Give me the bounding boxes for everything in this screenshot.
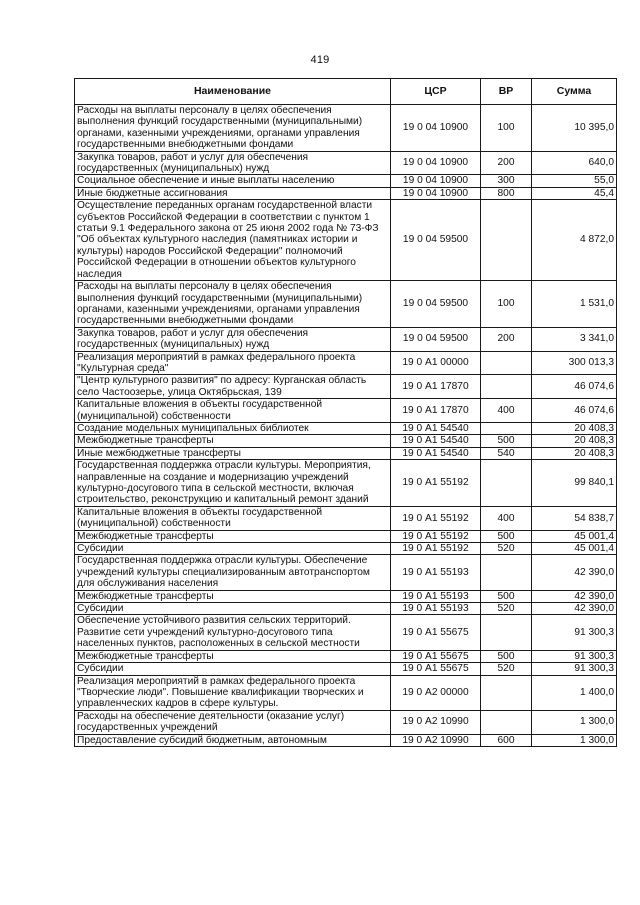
cell-csr: 19 0 04 10900 bbox=[391, 151, 481, 175]
cell-sum: 45 001,4 bbox=[532, 543, 617, 555]
cell-sum: 640,0 bbox=[532, 151, 617, 175]
cell-name: Государственная поддержка отрасли культуры. Мероприятия, направленные на создание и модернизацию учреждений культурно-досугового типа в сельской местности, включая строительство, реконструкцию и капитальный ремонт зданий bbox=[75, 460, 391, 507]
cell-vr: 500 bbox=[481, 650, 532, 662]
cell-name: Осуществление переданных органам государственной власти субъектов Российской Федерации в соответствии с пунктом 1 статьи 9.1 Федерального закона от 25 июня 2002 года № 73-ФЗ "Об объектах культурного наследия (памятниках истории и культуры) народов Российской Федерации" полномочий Российской Федерации в отношении объектов культурного наследия bbox=[75, 200, 391, 281]
cell-name: Субсидии bbox=[75, 663, 391, 675]
table-row bbox=[75, 281, 617, 328]
table-row bbox=[75, 530, 617, 542]
cell-vr bbox=[481, 555, 532, 590]
table-row bbox=[75, 460, 617, 507]
cell-csr: 19 0 04 59500 bbox=[391, 200, 481, 281]
cell-csr: 19 0 04 59500 bbox=[391, 327, 481, 351]
table-row bbox=[75, 105, 617, 152]
cell-vr: 100 bbox=[481, 105, 532, 152]
cell-name: Капитальные вложения в объекты государственной (муниципальной) собственности bbox=[75, 506, 391, 530]
cell-vr bbox=[481, 460, 532, 507]
cell-sum: 10 395,0 bbox=[532, 105, 617, 152]
cell-sum: 20 408,3 bbox=[532, 422, 617, 434]
cell-sum: 45,4 bbox=[532, 187, 617, 199]
cell-sum: 54 838,7 bbox=[532, 506, 617, 530]
table-row bbox=[75, 187, 617, 199]
cell-csr: 19 0 А1 17870 bbox=[391, 375, 481, 399]
cell-name: Социальное обеспечение и иные выплаты населению bbox=[75, 175, 391, 187]
cell-sum: 42 390,0 bbox=[532, 555, 617, 590]
table-row bbox=[75, 734, 617, 746]
cell-vr: 520 bbox=[481, 663, 532, 675]
cell-sum: 1 531,0 bbox=[532, 281, 617, 328]
cell-csr: 19 0 А1 55192 bbox=[391, 530, 481, 542]
table-row bbox=[75, 555, 617, 590]
cell-sum: 42 390,0 bbox=[532, 603, 617, 615]
table-row bbox=[75, 506, 617, 530]
cell-name: Межбюджетные трансферты bbox=[75, 530, 391, 542]
page-number: 419 bbox=[310, 54, 330, 66]
cell-csr: 19 0 04 10900 bbox=[391, 175, 481, 187]
cell-csr: 19 0 А1 55675 bbox=[391, 663, 481, 675]
cell-vr: 400 bbox=[481, 399, 532, 423]
table-row bbox=[75, 447, 617, 459]
cell-csr: 19 0 А1 55192 bbox=[391, 460, 481, 507]
column-header-sum: Сумма bbox=[532, 79, 617, 105]
table-row bbox=[75, 422, 617, 434]
cell-vr: 500 bbox=[481, 590, 532, 602]
cell-vr: 300 bbox=[481, 175, 532, 187]
cell-vr: 800 bbox=[481, 187, 532, 199]
cell-sum: 1 300,0 bbox=[532, 710, 617, 734]
table-row bbox=[75, 663, 617, 675]
cell-name: Межбюджетные трансферты bbox=[75, 435, 391, 447]
cell-csr: 19 0 А1 55675 bbox=[391, 650, 481, 662]
cell-csr: 19 0 04 59500 bbox=[391, 281, 481, 328]
table-row bbox=[75, 615, 617, 650]
column-header-vr: ВР bbox=[481, 79, 532, 105]
cell-sum: 91 300,3 bbox=[532, 663, 617, 675]
cell-sum: 1 300,0 bbox=[532, 734, 617, 746]
cell-vr bbox=[481, 375, 532, 399]
cell-csr: 19 0 А1 00000 bbox=[391, 351, 481, 375]
table-row bbox=[75, 650, 617, 662]
cell-csr: 19 0 А1 54540 bbox=[391, 435, 481, 447]
table-row bbox=[75, 710, 617, 734]
cell-sum: 46 074,6 bbox=[532, 399, 617, 423]
cell-csr: 19 0 А1 17870 bbox=[391, 399, 481, 423]
cell-name: Закупка товаров, работ и услуг для обеспечения государственных (муниципальных) нужд bbox=[75, 327, 391, 351]
table-header-row bbox=[75, 79, 617, 105]
cell-vr bbox=[481, 351, 532, 375]
cell-sum: 99 840,1 bbox=[532, 460, 617, 507]
cell-name: Иные межбюджетные трансферты bbox=[75, 447, 391, 459]
cell-vr: 540 bbox=[481, 447, 532, 459]
cell-vr: 200 bbox=[481, 151, 532, 175]
table-row bbox=[75, 200, 617, 281]
cell-name: Создание модельных муниципальных библиотек bbox=[75, 422, 391, 434]
cell-name: Государственная поддержка отрасли культуры. Обеспечение учреждений культуры специализированным автотранспортом для обслуживания населения bbox=[75, 555, 391, 590]
cell-name: "Центр культурного развития" по адресу: Курганская область село Частоозерье, улица Октябрьская, 139 bbox=[75, 375, 391, 399]
table-row bbox=[75, 675, 617, 710]
cell-sum: 3 341,0 bbox=[532, 327, 617, 351]
cell-name: Обеспечение устойчивого развития сельских территорий. Развитие сети учреждений культурно-досугового типа населенных пунктов, расположенных в сельской местности bbox=[75, 615, 391, 650]
cell-vr bbox=[481, 422, 532, 434]
cell-name: Субсидии bbox=[75, 543, 391, 555]
cell-sum: 20 408,3 bbox=[532, 435, 617, 447]
cell-sum: 91 300,3 bbox=[532, 615, 617, 650]
column-header-name: Наименование bbox=[75, 79, 391, 105]
table-row bbox=[75, 603, 617, 615]
table-row bbox=[75, 327, 617, 351]
cell-vr bbox=[481, 675, 532, 710]
cell-csr: 19 0 04 10900 bbox=[391, 105, 481, 152]
cell-name: Расходы на обеспечение деятельности (оказание услуг) государственных учреждений bbox=[75, 710, 391, 734]
cell-sum: 42 390,0 bbox=[532, 590, 617, 602]
cell-name: Межбюджетные трансферты bbox=[75, 650, 391, 662]
table-row bbox=[75, 399, 617, 423]
table-row bbox=[75, 590, 617, 602]
cell-name: Расходы на выплаты персоналу в целях обеспечения выполнения функций государственными (муниципальными) органами, казенными учреждениями, органами управления государственными внебюджетными фондами bbox=[75, 105, 391, 152]
cell-name: Субсидии bbox=[75, 603, 391, 615]
cell-csr: 19 0 А1 55193 bbox=[391, 603, 481, 615]
cell-sum: 300 013,3 bbox=[532, 351, 617, 375]
cell-csr: 19 0 А1 54540 bbox=[391, 422, 481, 434]
cell-csr: 19 0 А1 55675 bbox=[391, 615, 481, 650]
cell-csr: 19 0 А1 55192 bbox=[391, 543, 481, 555]
table-row bbox=[75, 151, 617, 175]
cell-csr: 19 0 А2 00000 bbox=[391, 675, 481, 710]
table-row bbox=[75, 543, 617, 555]
cell-vr: 200 bbox=[481, 327, 532, 351]
cell-sum: 55,0 bbox=[532, 175, 617, 187]
table-row bbox=[75, 435, 617, 447]
cell-name: Межбюджетные трансферты bbox=[75, 590, 391, 602]
cell-csr: 19 0 04 10900 bbox=[391, 187, 481, 199]
cell-sum: 45 001,4 bbox=[532, 530, 617, 542]
cell-csr: 19 0 А2 10990 bbox=[391, 734, 481, 746]
cell-sum: 1 400,0 bbox=[532, 675, 617, 710]
cell-name: Иные бюджетные ассигнования bbox=[75, 187, 391, 199]
table-row bbox=[75, 175, 617, 187]
cell-csr: 19 0 А1 54540 bbox=[391, 447, 481, 459]
cell-sum: 4 872,0 bbox=[532, 200, 617, 281]
cell-vr: 520 bbox=[481, 543, 532, 555]
cell-vr bbox=[481, 615, 532, 650]
cell-sum: 91 300,3 bbox=[532, 650, 617, 662]
cell-vr bbox=[481, 710, 532, 734]
cell-vr: 100 bbox=[481, 281, 532, 328]
table-row bbox=[75, 375, 617, 399]
cell-name: Расходы на выплаты персоналу в целях обеспечения выполнения функций государственными (муниципальными) органами, казенными учреждениями, органами управления государственными внебюджетными фондами bbox=[75, 281, 391, 328]
column-header-csr: ЦСР bbox=[391, 79, 481, 105]
cell-vr: 520 bbox=[481, 603, 532, 615]
budget-table bbox=[74, 78, 617, 747]
cell-name: Реализация мероприятий в рамках федерального проекта "Культурная среда" bbox=[75, 351, 391, 375]
cell-csr: 19 0 А1 55192 bbox=[391, 506, 481, 530]
cell-sum: 46 074,6 bbox=[532, 375, 617, 399]
cell-csr: 19 0 А1 55193 bbox=[391, 555, 481, 590]
cell-csr: 19 0 А2 10990 bbox=[391, 710, 481, 734]
cell-name: Закупка товаров, работ и услуг для обеспечения государственных (муниципальных) нужд bbox=[75, 151, 391, 175]
cell-vr: 600 bbox=[481, 734, 532, 746]
cell-name: Реализация мероприятий в рамках федерального проекта "Творческие люди". Повышение квалификации творческих и управленческих кадров в сфере культуры. bbox=[75, 675, 391, 710]
cell-vr: 400 bbox=[481, 506, 532, 530]
cell-sum: 20 408,3 bbox=[532, 447, 617, 459]
cell-csr: 19 0 А1 55193 bbox=[391, 590, 481, 602]
cell-name: Предоставление субсидий бюджетным, автономным bbox=[75, 734, 391, 746]
cell-name: Капитальные вложения в объекты государственной (муниципальной) собственности bbox=[75, 399, 391, 423]
cell-vr: 500 bbox=[481, 530, 532, 542]
cell-vr: 500 bbox=[481, 435, 532, 447]
cell-vr bbox=[481, 200, 532, 281]
table-row bbox=[75, 351, 617, 375]
